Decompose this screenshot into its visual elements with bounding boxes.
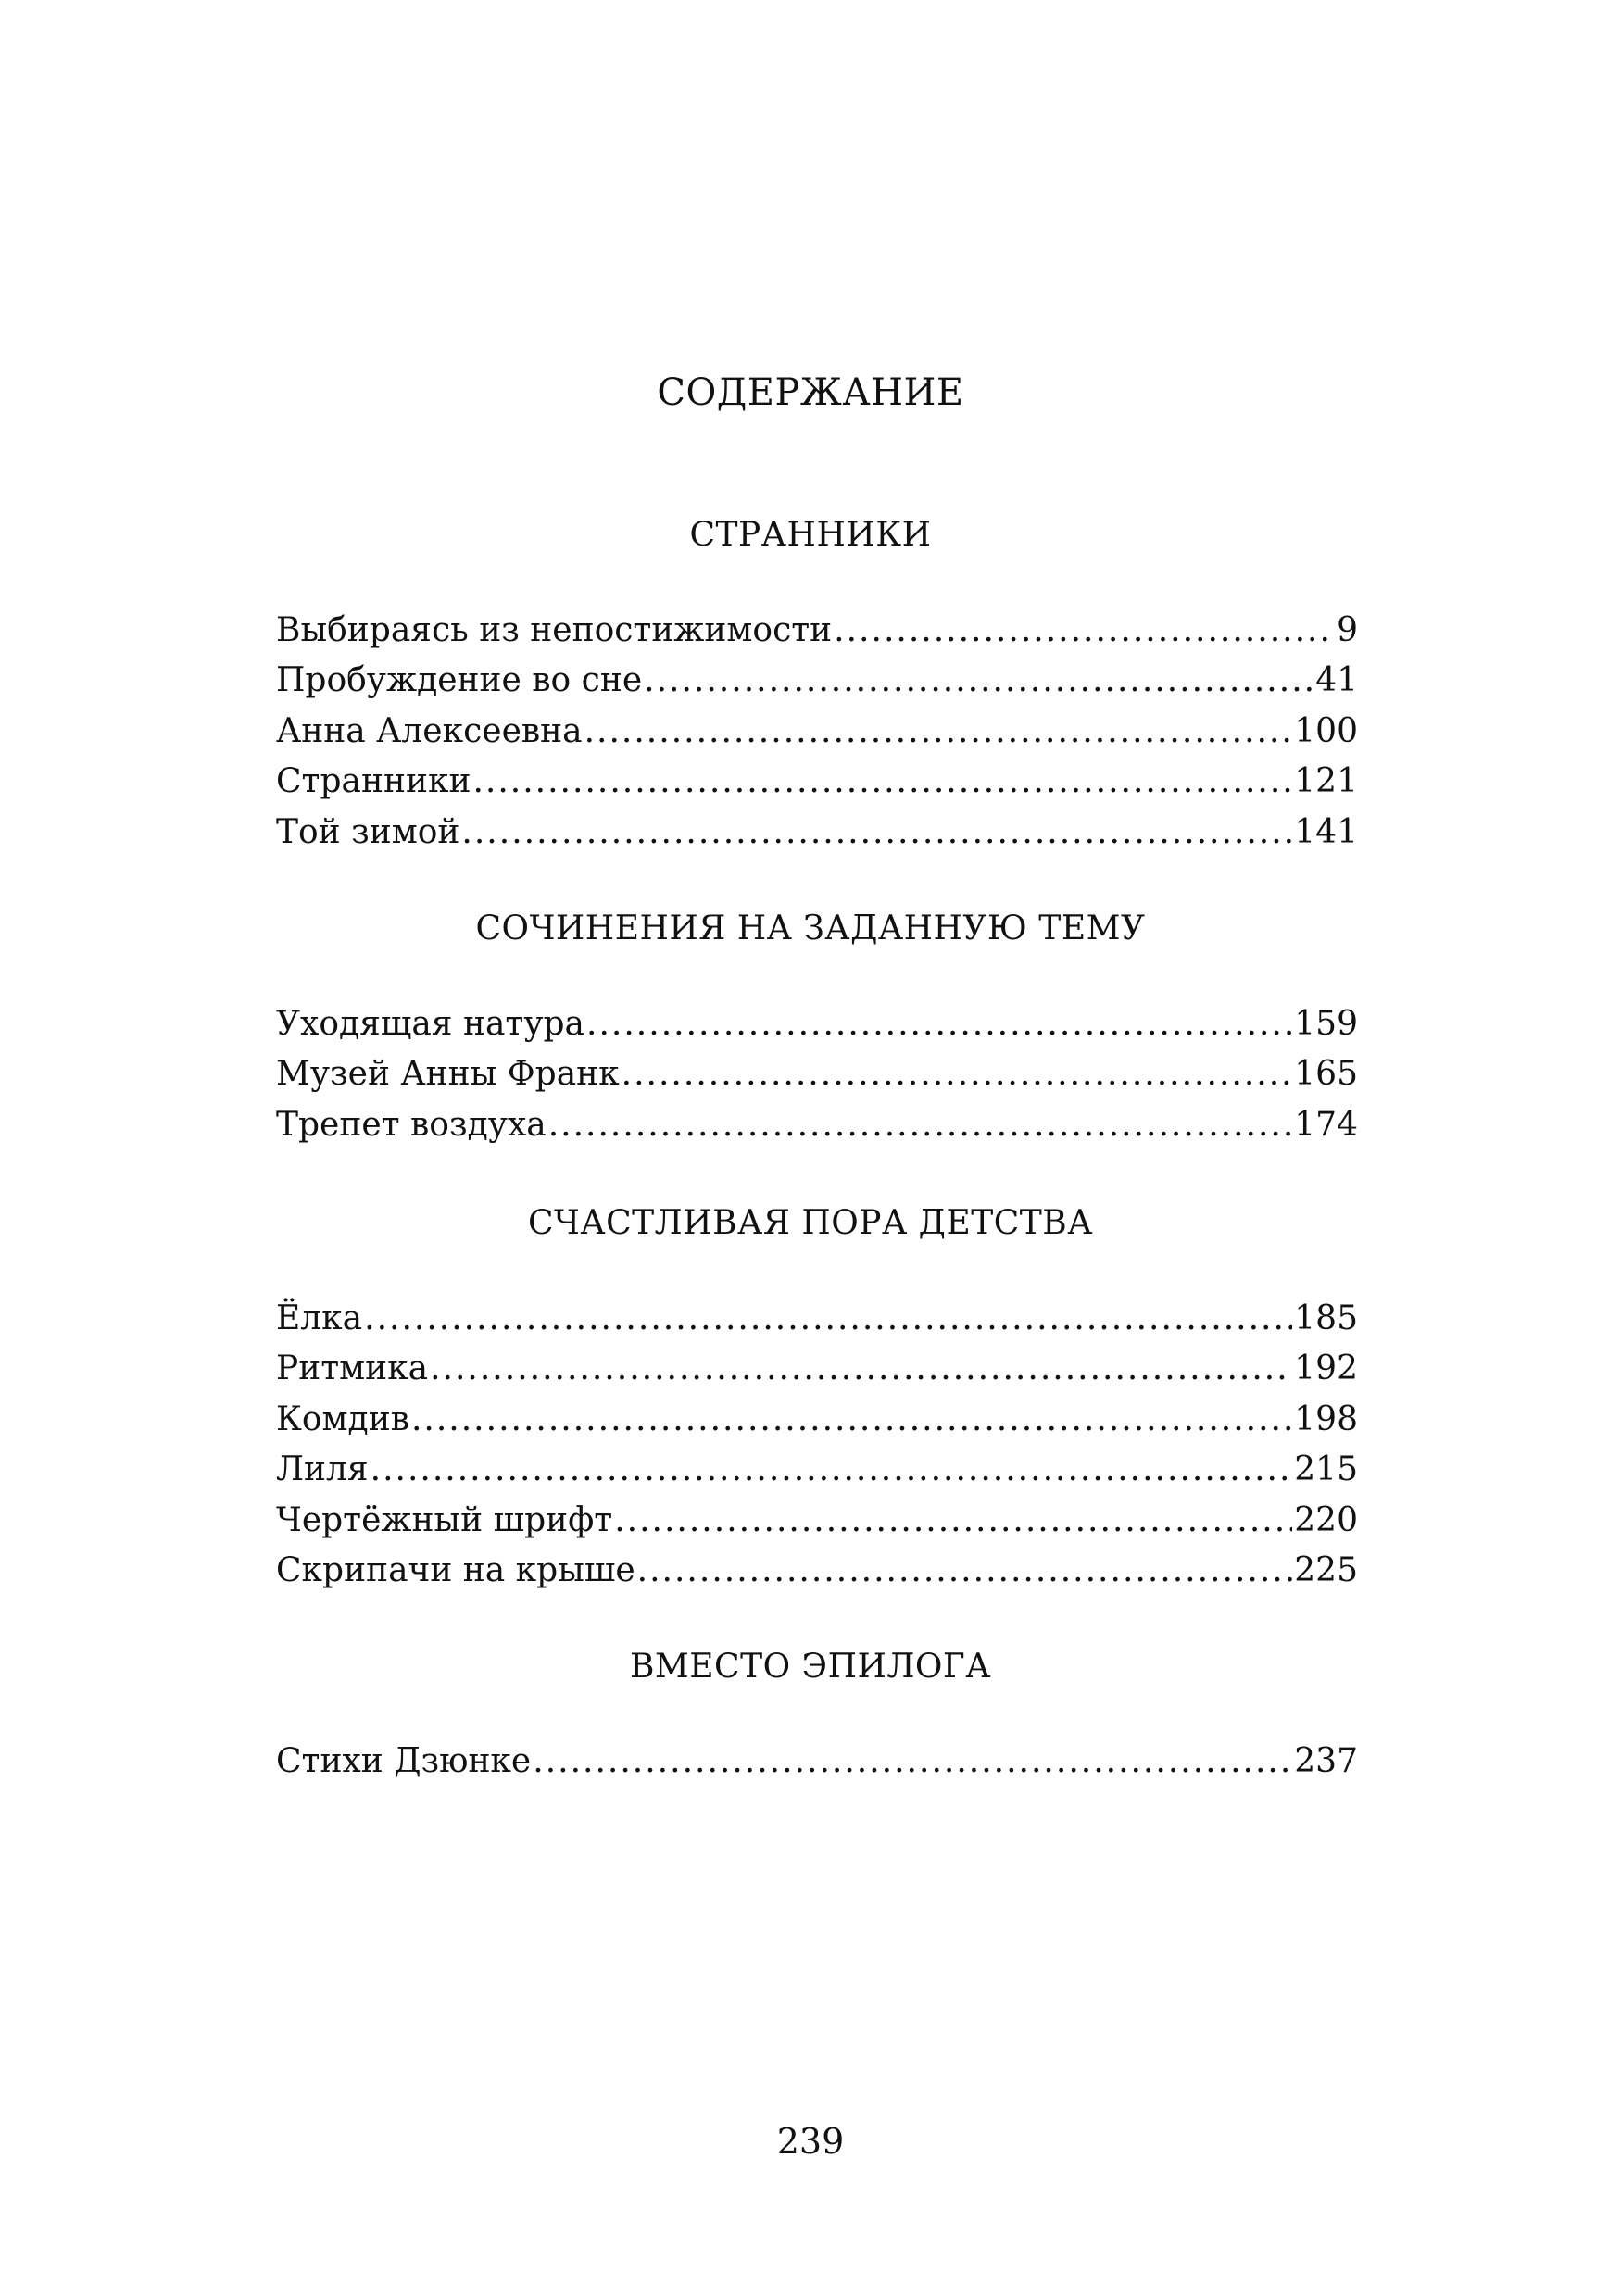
toc-entry[interactable]	[276, 1049, 1358, 1099]
toc-entry[interactable]	[276, 1100, 1358, 1150]
toc-leader-dots	[637, 1546, 1293, 1596]
toc-entry-page: 215	[1294, 1450, 1358, 1489]
toc-leader-dots	[472, 757, 1292, 807]
toc-entry-page: 165	[1294, 1055, 1358, 1094]
toc-entry-title: Ёлка	[276, 1299, 363, 1337]
toc-entry[interactable]	[276, 707, 1358, 757]
toc-entry[interactable]	[276, 656, 1358, 706]
toc-entry-page: 100	[1294, 711, 1358, 750]
toc-entry-page: 41	[1315, 661, 1358, 700]
toc-section-sochineniya	[276, 999, 1358, 1150]
toc-leader-dots	[584, 707, 1293, 757]
toc-entry[interactable]	[276, 1395, 1358, 1445]
toc-entry[interactable]	[276, 1294, 1358, 1344]
toc-leader-dots	[644, 656, 1313, 706]
toc-entry-title: Пробуждение во сне	[276, 661, 643, 700]
toc-entry[interactable]	[276, 1344, 1358, 1394]
toc-entry-title: Уходящая натура	[276, 1005, 585, 1043]
toc-entry-page: 192	[1294, 1349, 1358, 1388]
toc-leader-dots	[586, 999, 1292, 1049]
toc-entry[interactable]	[276, 808, 1358, 858]
toc-leader-dots	[461, 808, 1292, 858]
toc-entry-page: 220	[1294, 1500, 1358, 1539]
page-title: СОДЕРЖАНИЕ	[657, 371, 964, 414]
toc-leader-dots	[548, 1100, 1293, 1150]
toc-entry-title: Лиля	[276, 1450, 369, 1489]
toc-entry[interactable]	[276, 1445, 1358, 1495]
toc-entry-page: 237	[1294, 1742, 1358, 1780]
toc-section-epilog	[276, 1737, 1358, 1787]
toc-entry[interactable]	[276, 757, 1358, 807]
toc-entry[interactable]	[276, 1546, 1358, 1596]
toc-entry-title: Выбираясь из непостижимости	[276, 611, 833, 649]
toc-entry-page: 198	[1294, 1399, 1358, 1438]
toc-entry-page: 121	[1294, 762, 1358, 801]
toc-entry-title: Той зимой	[276, 812, 460, 851]
toc-leader-dots	[411, 1395, 1292, 1445]
toc-entry[interactable]	[276, 1496, 1358, 1546]
toc-entry[interactable]	[276, 606, 1358, 656]
toc-leader-dots	[430, 1344, 1292, 1394]
toc-entry[interactable]	[276, 999, 1358, 1049]
section-title-detstvo: СЧАСТЛИВАЯ ПОРА ДЕТСТВА	[527, 1204, 1094, 1242]
toc-entry-page: 9	[1337, 611, 1358, 649]
toc-entry-page: 225	[1294, 1550, 1358, 1589]
toc-entry-title: Ритмика	[276, 1349, 429, 1388]
toc-leader-dots	[533, 1737, 1292, 1787]
toc-section-detstvo	[276, 1294, 1358, 1596]
toc-entry-title: Чертёжный шрифт	[276, 1500, 613, 1539]
toc-leader-dots	[834, 606, 1335, 656]
toc-entry-title: Анна Алексеевна	[276, 711, 583, 750]
toc-entry-page: 141	[1294, 812, 1358, 851]
toc-entry-title: Трепет воздуха	[276, 1105, 547, 1144]
toc-entry-page: 159	[1294, 1005, 1358, 1043]
toc-leader-dots	[364, 1294, 1292, 1344]
section-title-epilog: ВМЕСТО ЭПИЛОГА	[629, 1648, 992, 1686]
toc-entry-title: Музей Анны Франк	[276, 1055, 620, 1094]
toc-entry-title: Скрипачи на крыше	[276, 1550, 635, 1589]
toc-section-stranniki	[276, 606, 1358, 858]
toc-leader-dots	[614, 1496, 1292, 1546]
toc-entry-page: 185	[1294, 1299, 1358, 1337]
toc-entry-title: Стихи Дзюнке	[276, 1742, 532, 1780]
toc-leader-dots	[371, 1445, 1293, 1495]
toc-entry-title: Комдив	[276, 1399, 409, 1438]
section-title-sochineniya: СОЧИНЕНИЯ НА ЗАДАННУЮ ТЕМУ	[475, 910, 1146, 947]
toc-entry-title: Странники	[276, 762, 471, 801]
section-title-stranniki: СТРАННИКИ	[689, 516, 932, 554]
page-number: 239	[776, 2121, 845, 2162]
toc-entry-page: 174	[1294, 1105, 1358, 1144]
toc-leader-dots	[622, 1049, 1293, 1099]
toc-entry[interactable]	[276, 1737, 1358, 1787]
